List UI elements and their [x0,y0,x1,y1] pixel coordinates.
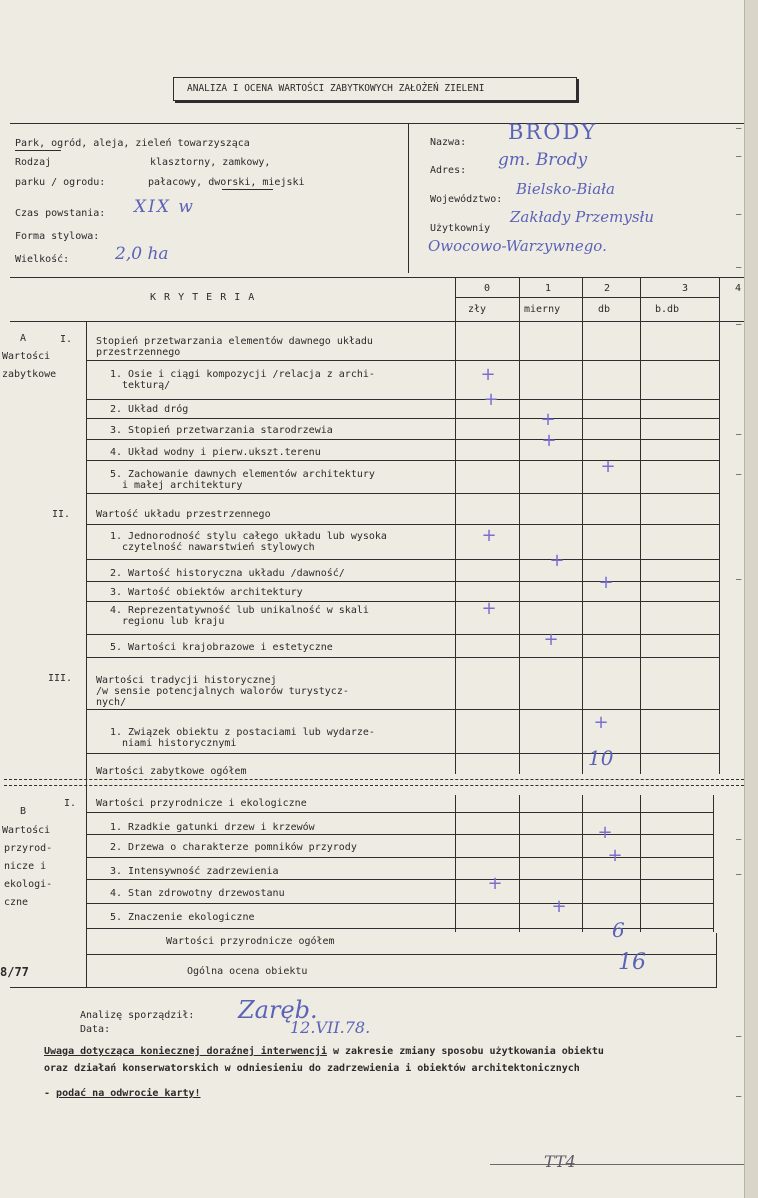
date-value: 12.VII.78. [290,1018,371,1037]
wojewodztwo-value: Bielsko-Biała [516,180,615,198]
scale-3: 3 [682,283,689,294]
analize-label: Analizę sporządził: [80,1010,195,1021]
section-a-label-2: zabytkowe [2,369,57,380]
section-b-label-3: nicze i [4,861,47,872]
parku-label: parku / ogrodu: [15,177,106,188]
i-item-5a: 5. Zachowanie dawnych elementów architektury [110,469,375,480]
section-iii-number: III. [48,673,73,684]
data-label: Data: [80,1024,111,1035]
mark-ii4: + [481,598,497,619]
b-item-4: 4. Stan zdrowotny drzewostanu [110,888,285,899]
scale-2: 2 [604,283,611,294]
ii-item-2: 2. Wartość historyczna układu /dawność/ [110,568,345,579]
section-b-i-number: I. [64,798,77,809]
uwaga-line-1-underlined: Uwaga dotycząca koniecznej doraźnej interwencji [44,1046,327,1057]
rodzaj-label: Rodzaj [15,157,52,168]
mark-i2: + [483,389,499,410]
mark-b3: + [487,873,503,894]
section-b-label-2: przyrod- [4,843,53,854]
rodzaj-options-2: pałacowy, dworski, miejski [148,177,305,188]
mark-b2: + [607,845,623,866]
b-item-2: 2. Drzewa o charakterze pomników przyrody [110,842,357,853]
section-b-letter: B [20,806,27,817]
uzytkownik-label: Użytkowniy [430,223,491,234]
ii-item-3: 3. Wartość obiektów architektury [110,587,303,598]
side-note: 8/77 [0,965,29,979]
scale-word-db: db [598,304,611,315]
mark-b4: + [551,896,567,917]
uzytkownik-value-2: Owocowo-Warzywnego. [428,237,607,255]
uzytkownik-value-1: Zakłady Przemysłu [510,208,655,226]
scale-word-bdb: b.db [655,304,680,315]
czas-label: Czas powstania: [15,208,106,219]
wielkosc-value: 2,0 ha [115,244,169,264]
section-b-label-5: czne [4,897,29,908]
ogolna-ocena-label: Ogólna ocena obiektu [187,966,308,977]
mark-b1: + [597,822,613,843]
mark-iii1: + [593,712,609,733]
ii-item-5: 5. Wartości krajobrazowe i estetyczne [110,642,333,653]
form-page: ANALIZA I OCENA WARTOŚCI ZABYTKOWYCH ZAŁOŻEŃ ZIELENI Park, ogród, aleja, zieleń towarzysząca Rodzaj parku / ogrodu: klasztorny, zamkowy, pałacowy, dworski, miejski Czas powstania: XIX w Forma stylowa: Wielkość: 2,0 ha Nazwa: BRODY Adres: gm. Brody Województwo: Bielsko-Biała Użytkowniy Zakłady Przemysłu Owocowo-Warzywnego. K R Y T E R I A 0 1 2 3 4 zły mierny db b.db A Wartości zabytkowe I. Stopień przetwarzania elementów dawnego układu przestrzennego 1. Osie i ciągi kompozycji /relacja z archi- tekturą/ 2. Układ dróg 3. Stopień przetwarzania starodrzewia 4. Układ wodny i pierw.ukszt.terenu 5. Zachowanie dawnych elementów architektury i małej architektury II. Wartość układu przestrzennego 1. Jednorodność stylu całego układu lub wysoka czytelność nawarstwień stylowych 2. Wartość historyczna układu /dawność/ 3. Wartość obiektów architektury 4. Reprezentatywność lub unikalność w skali regionu lub kraju 5. Wartości krajobrazowe i estetyczne III. Wartości tradycji historycznej /w sensie potencjalnych walorów turystycz- nych/ 1. Związek obiektu z postaciami lub wydarze- niami historycznymi Wartości zabytkowe ogółem 10 B Wartości przyrod- nicze i ekologi- czne I. Wartości przyrodnicze i ekologiczne 1. Rzadkie gatunki drzew i krzewów 2. Drzewa o charakterze pomników przyrody 3. Intensywność zadrzewienia 4. Stan zdrowotny drzewostanu 5. Znaczenie ekologiczne Wartości przyrodnicze ogółem 6 Ogólna ocena obiektu 16 8/77 – – – – – – – – – – – – + + + + + + + + + + + + + + + Analizę sporządził: Data: Zaręb. 12.VII.78. Uwaga dotycząca koniecznej doraźnej interwencji w zakresie zmiany sposobu użytkowania obiektu oraz działań konserwatorskich w odniesieniu do zadrzewienia i obiektów architektonicznych - podać na odwrocie karty! TT4 [0,0,744,1198]
section-a-label-1: Wartości [2,351,51,362]
b-item-3: 3. Intensywność zadrzewienia [110,866,279,877]
czas-value: XIX w [134,197,195,217]
section-b-label-4: ekologi- [4,879,53,890]
b-item-5: 5. Znaczenie ekologiczne [110,912,255,923]
mark-i5: + [600,456,616,477]
section-iii-title-3: nych/ [96,697,127,708]
mark-ii1: + [481,525,497,546]
mark-ii5: + [543,629,559,650]
i-item-5b: i małej architektury [122,480,243,491]
ii-item-1b: czytelność nawarstwień stylowych [122,542,315,553]
b-item-1: 1. Rzadkie gatunki drzew i krzewów [110,822,315,833]
nazwa-label: Nazwa: [430,137,467,148]
signature: Zaręb. [238,996,318,1024]
section-ii-title: Wartość układu przestrzennego [96,509,271,520]
form-title: ANALIZA I OCENA WARTOŚCI ZABYTKOWYCH ZAŁOŻEŃ ZIELENI [187,83,485,94]
uwaga-line-2: oraz działań konserwatorskich w odniesieniu do zadrzewienia i obiektów architektonicznych [44,1063,580,1074]
scale-4: 4 [735,283,742,294]
uwaga-line-3-dash: - [44,1088,57,1099]
uwaga-line-3-underlined: podać na odwrocie karty! [56,1088,201,1099]
section-i-number: I. [60,334,73,345]
uwaga-line-3 [44,1088,201,1099]
przyrodnicze-total-label: Wartości przyrodnicze ogółem [166,936,335,947]
i-item-2: 2. Układ dróg [110,404,189,415]
section-iii-title-1: Wartości tradycji historycznej [96,675,277,686]
section-a-letter: A [20,333,27,344]
adres-value: gm. Brody [498,150,588,170]
zabytkowe-total-value: 10 [588,746,614,770]
wojewodztwo-label: Województwo: [430,194,503,205]
ii-item-1a: 1. Jednorodność stylu całego układu lub wysoka [110,531,387,542]
kryteria-header: K R Y T E R I A [150,292,256,303]
page-edge [744,0,758,1198]
scale-1: 1 [545,283,552,294]
section-b-i-title: Wartości przyrodnicze i ekologiczne [96,798,307,809]
mark-i1: + [480,364,496,385]
uwaga-line-1-rest: w zakresie zmiany sposobu użytkowania obiektu [326,1046,604,1057]
ii-item-4b: regionu lub kraju [122,616,225,627]
forma-label: Forma stylowa: [15,231,100,242]
scale-word-mierny: mierny [524,304,561,315]
scale-0: 0 [484,283,491,294]
przyrodnicze-total-value: 6 [612,918,625,942]
rodzaj-options-1: klasztorny, zamkowy, [150,157,271,168]
wielkosc-label: Wielkość: [15,254,70,265]
scale-word-zly: zły [468,304,487,315]
mark-i3: + [540,409,556,430]
mark-ii3: + [598,572,614,593]
section-iii-title-2: /w sensie potencjalnych walorów turystycz- [96,686,349,697]
section-i-title-1: Stopień przetwarzania elementów dawnego układu [96,336,373,347]
section-ii-number: II. [52,509,71,520]
nazwa-value: BRODY [508,120,598,144]
section-i-title-2: przestrzennego [96,347,181,358]
i-item-1a: 1. Osie i ciągi kompozycji /relacja z archi- [110,369,375,380]
i-item-3: 3. Stopień przetwarzania starodrzewia [110,425,333,436]
ogolna-ocena-value: 16 [618,950,646,975]
mark-ii2: + [549,550,565,571]
mark-i4: + [541,430,557,451]
park-type-line: Park, ogród, aleja, zieleń towarzysząca [15,138,250,149]
i-item-4: 4. Układ wodny i pierw.ukszt.terenu [110,447,321,458]
adres-label: Adres: [430,165,467,176]
zabytkowe-total-label: Wartości zabytkowe ogółem [96,766,247,777]
section-b-label-1: Wartości [2,825,51,836]
iii-item-1b: niami historycznymi [122,738,237,749]
i-item-1b: tekturą/ [122,380,171,391]
uwaga-line-1 [44,1046,604,1057]
section-separator [4,779,744,786]
bottom-scrawl: TT4 [544,1152,576,1171]
iii-item-1a: 1. Związek obiektu z postaciami lub wydarze- [110,727,375,738]
ii-item-4a: 4. Reprezentatywność lub unikalność w skali [110,605,369,616]
